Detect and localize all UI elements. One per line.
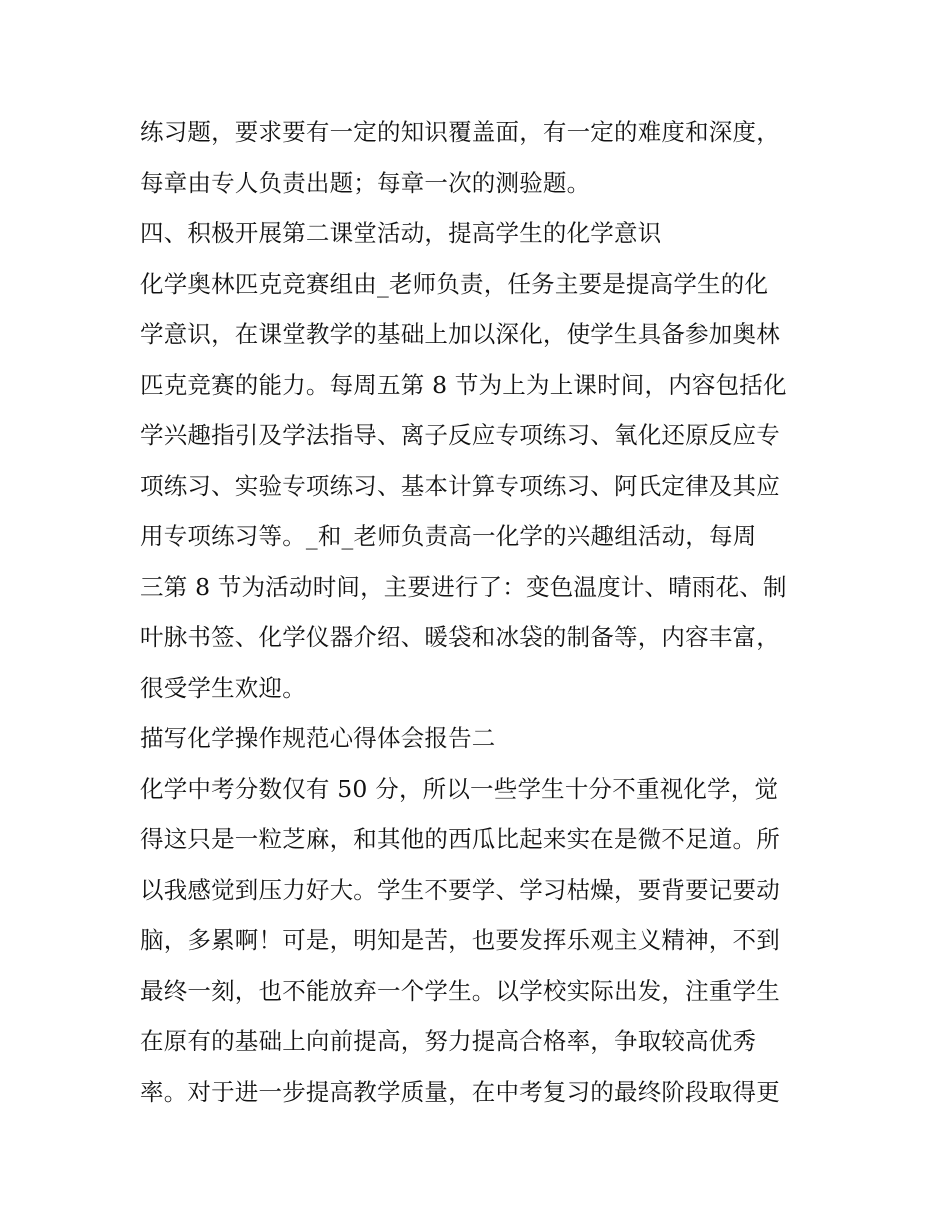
- document-body: [140, 107, 830, 1117]
- text-line: 化学奥林匹克竞赛组由_老师负责，任务主要是提高学生的化: [140, 269, 769, 298]
- text-line: 练习题，要求要有一定的知识覆盖面，有一定的难度和深度，: [140, 118, 780, 146]
- text-line: 脑，多累啊！可是，明知是苦，也要发挥乐观主义精神，不到: [140, 926, 780, 954]
- text-line: 很受学生欢迎。: [140, 673, 306, 702]
- text-line: 率。对于进一步提高教学质量，在中考复习的最终阶段取得更: [140, 1077, 780, 1106]
- section-heading: 描写化学操作规范心得体会报告二: [140, 724, 496, 752]
- text-line: 在原有的基础上向前提高，努力提高合格率，争取较高优秀: [140, 1027, 757, 1055]
- text-line: 叶脉书签、化学仪器介绍、暖袋和冰袋的制备等，内容丰富，: [140, 623, 780, 651]
- text-line: 项练习、实验专项练习、基本计算专项练习、阿氏定律及其应: [140, 471, 780, 500]
- text-line: 用专项练习等。_和_老师负责高一化学的兴趣组活动，每周: [140, 522, 757, 550]
- text-line: 最终一刻，也不能放弃一个学生。以学校实际出发，注重学生: [140, 976, 780, 1005]
- text-line: 三第 8 节为活动时间，主要进行了：变色温度计、晴雨花、制: [140, 572, 787, 601]
- text-line: 学兴趣指引及学法指导、离子反应专项练习、氧化还原反应专: [140, 421, 780, 449]
- text-line: 化学中考分数仅有 50 分，所以一些学生十分不重视化学，觉: [140, 774, 779, 803]
- text-line: 以我感觉到压力好大。学生不要学、学习枯燥，要背要记要动: [140, 875, 780, 904]
- text-line: 每章由专人负责出题；每章一次的测验题。: [140, 168, 591, 197]
- text-line: 得这只是一粒芝麻，和其他的西瓜比起来实在是微不足道。所: [140, 825, 780, 853]
- text-line: 学意识，在课堂教学的基础上加以深化，使学生具备参加奥林: [140, 320, 780, 348]
- section-heading: 四、积极开展第二课堂活动，提高学生的化学意识: [140, 219, 662, 247]
- text-line: 匹克竞赛的能力。每周五第 8 节为上为上课时间，内容包括化: [140, 370, 787, 399]
